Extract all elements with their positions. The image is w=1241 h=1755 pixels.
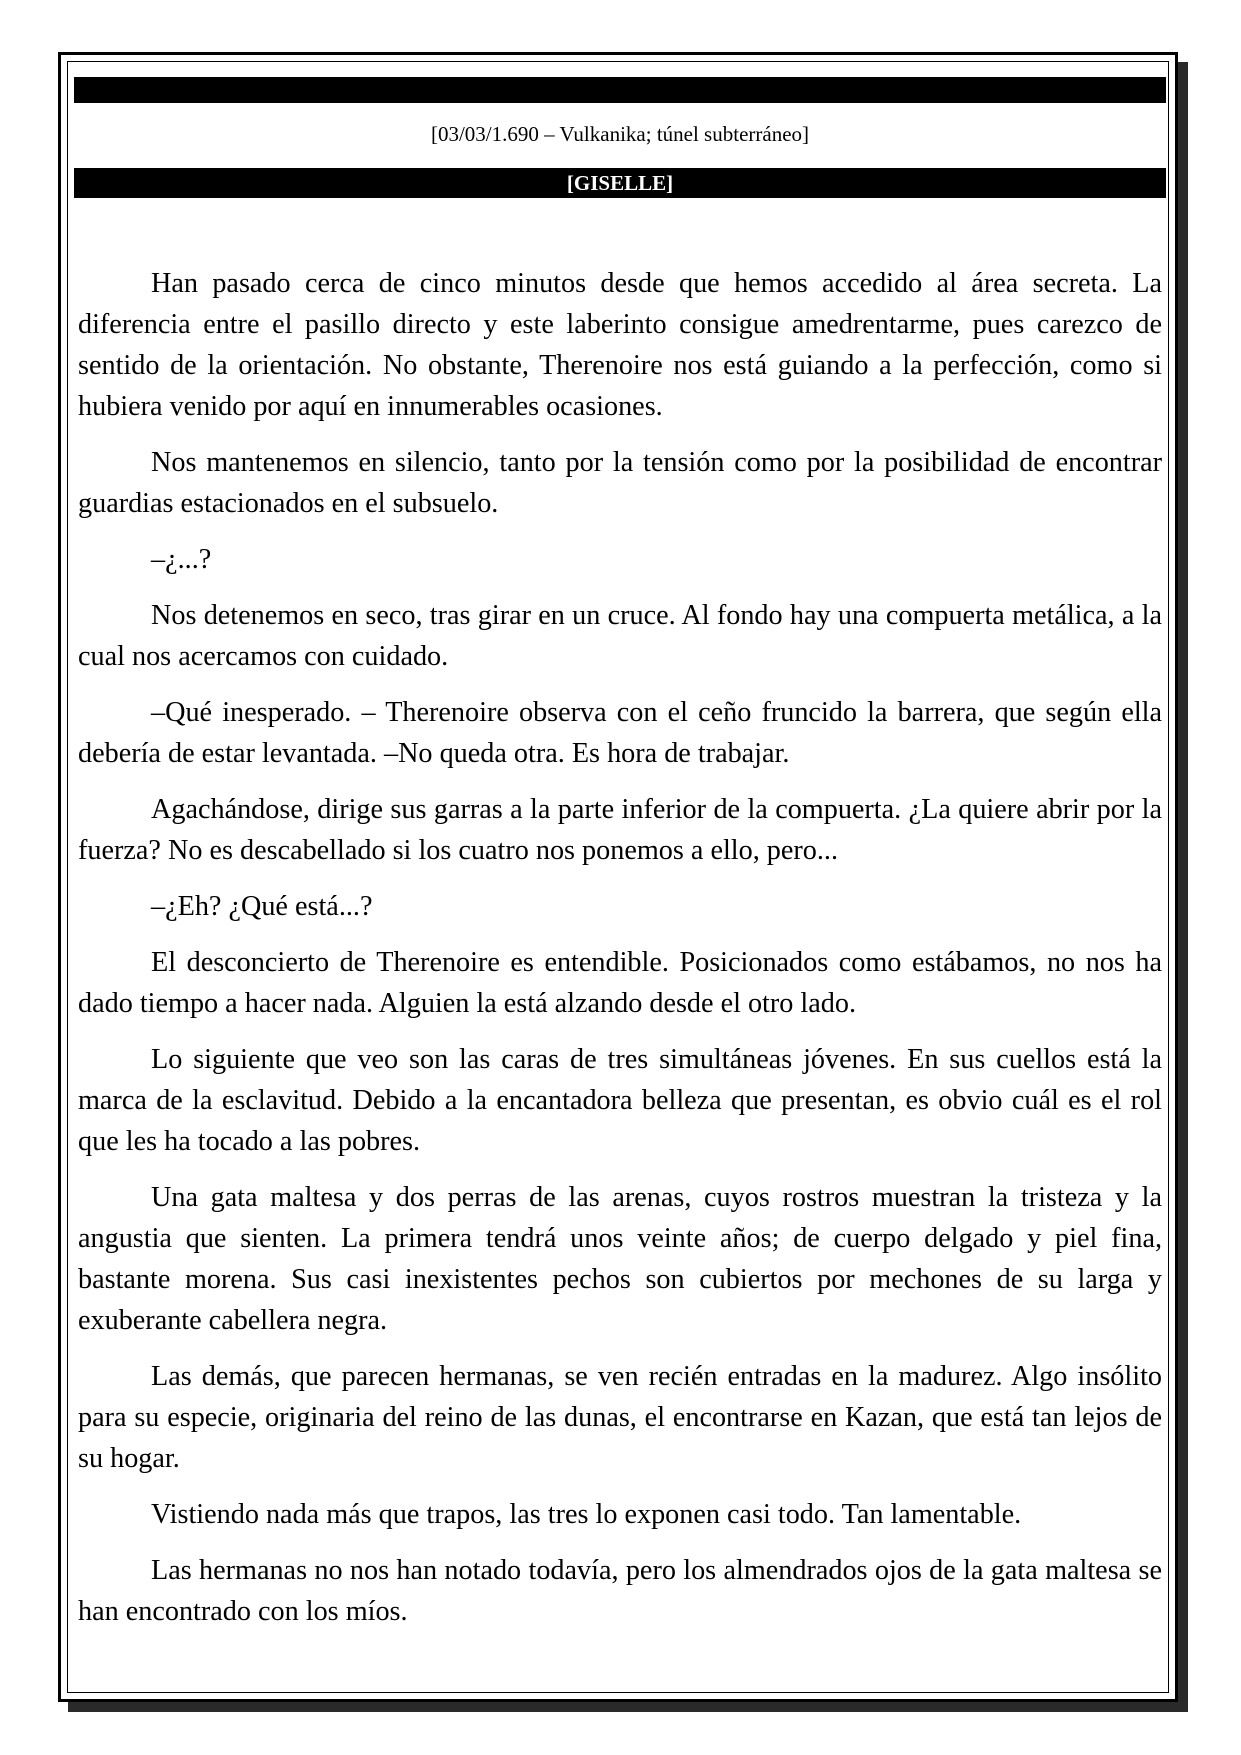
paragraph: Han pasado cerca de cinco minutos desde que hemos accedido al área secreta. La diferencia entre el pasillo directo y este laberinto consigue amedrentarme, pues carezco de sentido de la orientación. No obstante, Therenoire nos está guiando a la perfección, como si hubiera venido por aquí en innumerables ocasiones. [78,268,1162,422]
paragraph: –¿Eh? ¿Qué está...? [151,891,373,922]
paragraph: Lo siguiente que veo son las caras de tres simultáneas jóvenes. En sus cuellos está la marca de la esclavitud. Debido a la encantadora belleza que presentan, es obvio cuál es el rol que les ha tocado a las pobres. [78,1044,1162,1157]
paragraph: El desconcierto de Therenoire es entendible. Posicionados como estábamos, no nos ha dado tiempo a hacer nada. Alguien la está alzando desde el otro lado. [78,947,1162,1019]
paragraph: Las demás, que parecen hermanas, se ven recién entradas en la madurez. Algo insólito para su especie, originaria del reino de las dunas, el encontrarse en Kazan, que está tan lejos de su hogar. [78,1361,1162,1474]
paragraph: Nos detenemos en seco, tras girar en un cruce. Al fondo hay una compuerta metálica, a la cual nos acercamos con cuidado. [78,600,1162,672]
paragraph: Las hermanas no nos han notado todavía, pero los almendrados ojos de la gata maltesa se han encontrado con los míos. [78,1555,1162,1627]
paragraph: –¿...? [151,544,212,575]
page-frame [58,52,1178,1702]
body-text [78,263,1162,1647]
paragraph: Una gata maltesa y dos perras de las arenas, cuyos rostros muestran la tristeza y la angustia que sienten. La primera tendrá unos veinte años; de cuerpo delgado y piel fina, bastante morena. Sus casi inexistentes pechos son cubiertos por mechones de su larga y exuberante cabellera negra. [78,1182,1162,1336]
paragraph: Vistiendo nada más que trapos, las tres lo exponen casi todo. Tan lamentable. [151,1499,1022,1530]
paragraph: Nos mantenemos en silencio, tanto por la tensión como por la posibilidad de encontrar guardias estacionados en el subsuelo. [78,447,1162,519]
paragraph: Agachándose, dirige sus garras a la parte inferior de la compuerta. ¿La quiere abrir por la fuerza? No es descabellado si los cuatro nos ponemos a ello, pero... [78,794,1162,866]
pov-character-name: [GISELLE] [566,171,674,195]
paragraph: –Qué inesperado. – Therenoire observa con el ceño fruncido la barrera, que según ella debería de estar levantada. –No queda otra. Es hora de trabajar. [78,697,1162,769]
pov-character-bar [74,168,1166,198]
scene-header: [03/03/1.690 – Vulkanika; túnel subterráneo] [430,122,810,146]
top-black-bar [74,77,1166,103]
